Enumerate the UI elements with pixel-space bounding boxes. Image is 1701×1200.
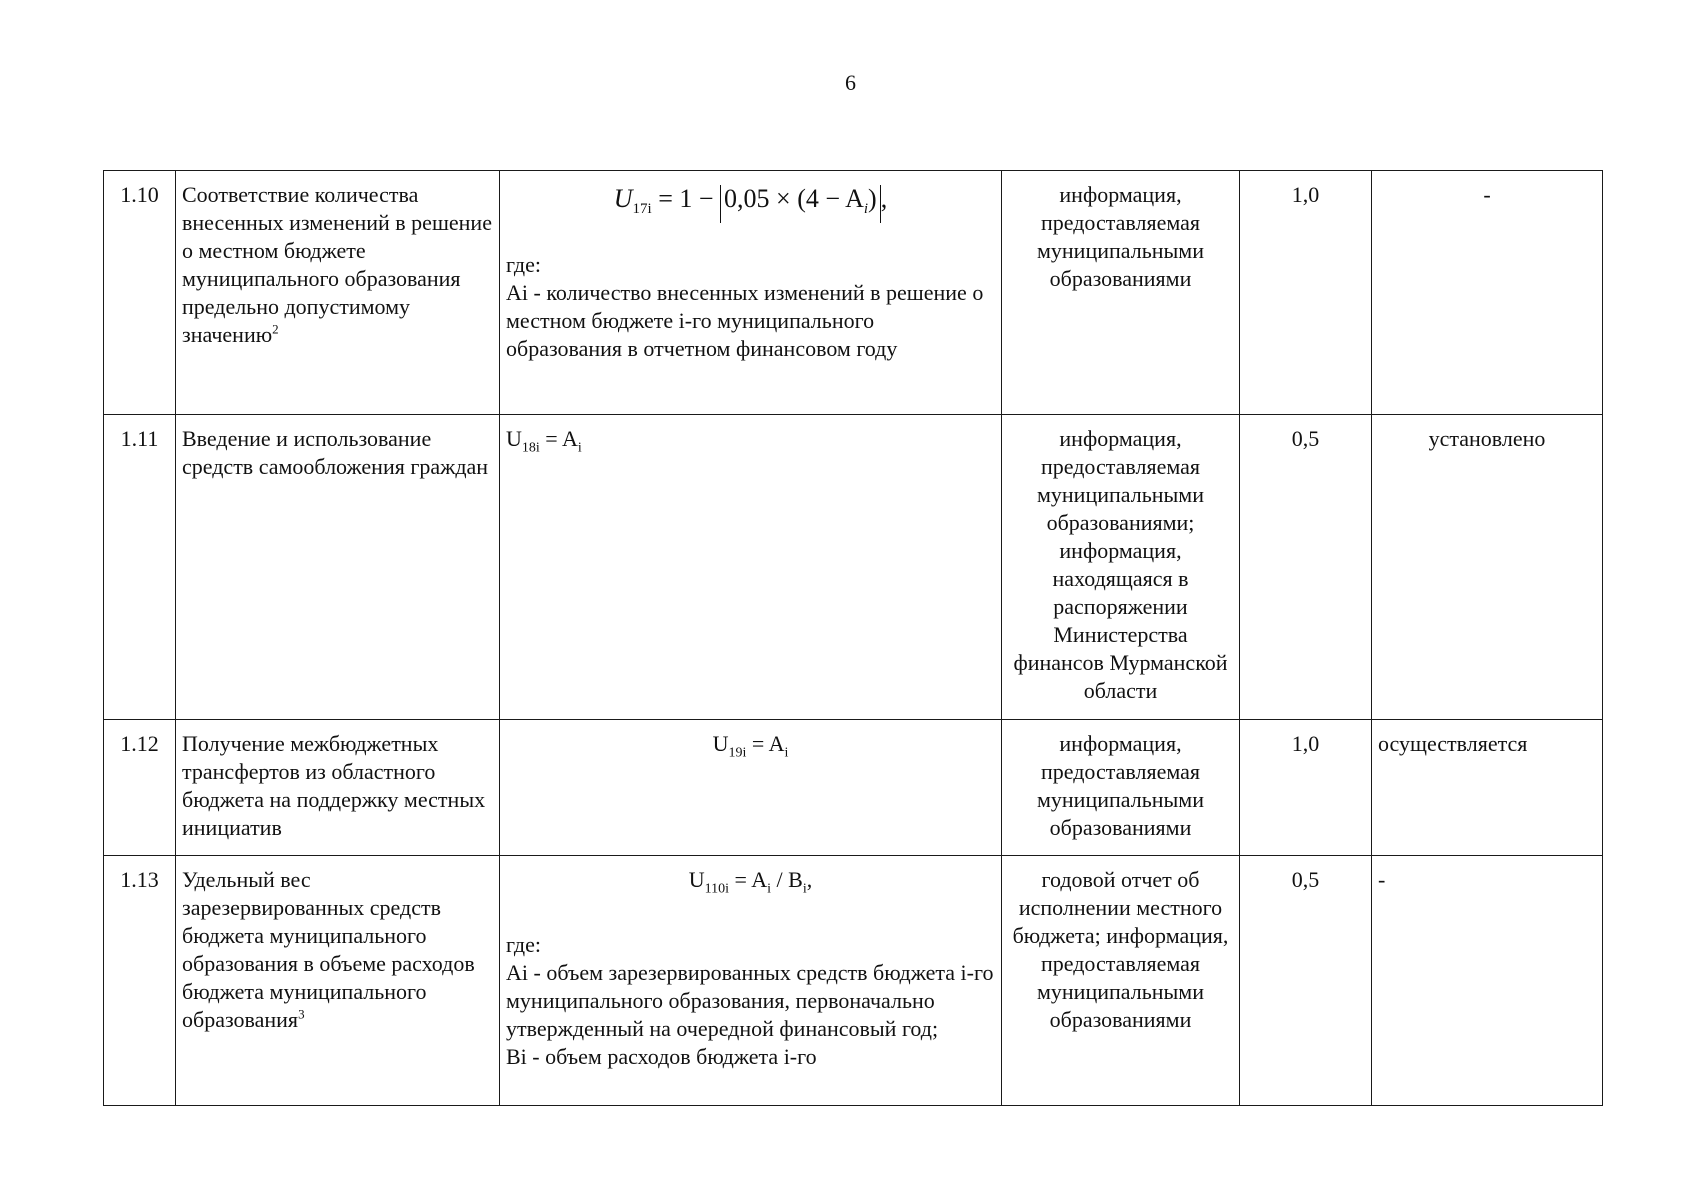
criterion-name: Соответствие количества внесенных изменений в решение о местном бюджете муниципального образования предельно допустимому значению$^2$ (176, 171, 500, 415)
formula-cell (500, 720, 1002, 856)
criteria-table (103, 170, 1603, 1106)
page-number: 6 (845, 70, 856, 95)
criterion-name: Удельный вес зарезервированных средств бюджета муниципального образования в объеме расходов бюджета муниципального образования$^3$ (176, 856, 500, 1106)
weight: 0,5 (1240, 856, 1372, 1106)
criterion-value: - (1372, 171, 1603, 415)
row-number: 1.13 (104, 856, 176, 1106)
table-row (104, 720, 1603, 856)
footnote-ref: 2 (272, 321, 279, 337)
data-source: годовой отчет об исполнении местного бюджета; информация, предоставляемая муниципальными образованиями (1002, 856, 1240, 1106)
footnote-ref: 3 (298, 1006, 305, 1022)
row-number: 1.12 (104, 720, 176, 856)
formula: $U_{19i} = A_i$ (712, 731, 789, 761)
weight: 1,0 (1240, 171, 1372, 415)
where-label: где: (506, 932, 541, 958)
data-source: информация, предоставляемая муниципальными образованиями (1002, 171, 1240, 415)
data-source: информация, предоставляемая муниципальными образованиями; информация, находящаяся в распоряжении Министерства финансов Мурманской области (1002, 415, 1240, 720)
table-row (104, 171, 1603, 415)
where-label: где: (506, 252, 541, 278)
where-definition: Ai - объем зарезервированных средств бюджета i-го муниципального образования, первоначально утвержденный на очередной финансовый год; (506, 960, 994, 1042)
where-definition: Ai - количество внесенных изменений в решение о местном бюджете i-го муниципального образования в отчетном финансовом году (506, 280, 984, 362)
formula: $U_{17i} = 1 - 0,05 \times (4 - A_i)$ , (506, 185, 995, 223)
formula: $U_{18i} = A_i$ (506, 426, 582, 456)
criterion-value: установлено (1372, 415, 1603, 720)
weight: 1,0 (1240, 720, 1372, 856)
row-number: 1.11 (104, 415, 176, 720)
row-number: 1.10 (104, 171, 176, 415)
weight: 0,5 (1240, 415, 1372, 720)
formula: $U_{110i} = A_i / B_i$, (688, 867, 813, 897)
data-source: информация, предоставляемая муниципальными образованиями (1002, 720, 1240, 856)
criterion-value: осуществляется (1372, 720, 1603, 856)
formula-cell (500, 171, 1002, 415)
criterion-value: - (1372, 856, 1603, 1106)
where-definition: Bi - объем расходов бюджета i-го (506, 1044, 817, 1070)
criterion-name: Получение межбюджетных трансфертов из областного бюджета на поддержку местных инициатив (176, 720, 500, 856)
criterion-name: Введение и использование средств самообложения граждан (176, 415, 500, 720)
table-row (104, 856, 1603, 1106)
formula-cell (500, 415, 1002, 720)
table-row (104, 415, 1603, 720)
formula-cell (500, 856, 1002, 1106)
